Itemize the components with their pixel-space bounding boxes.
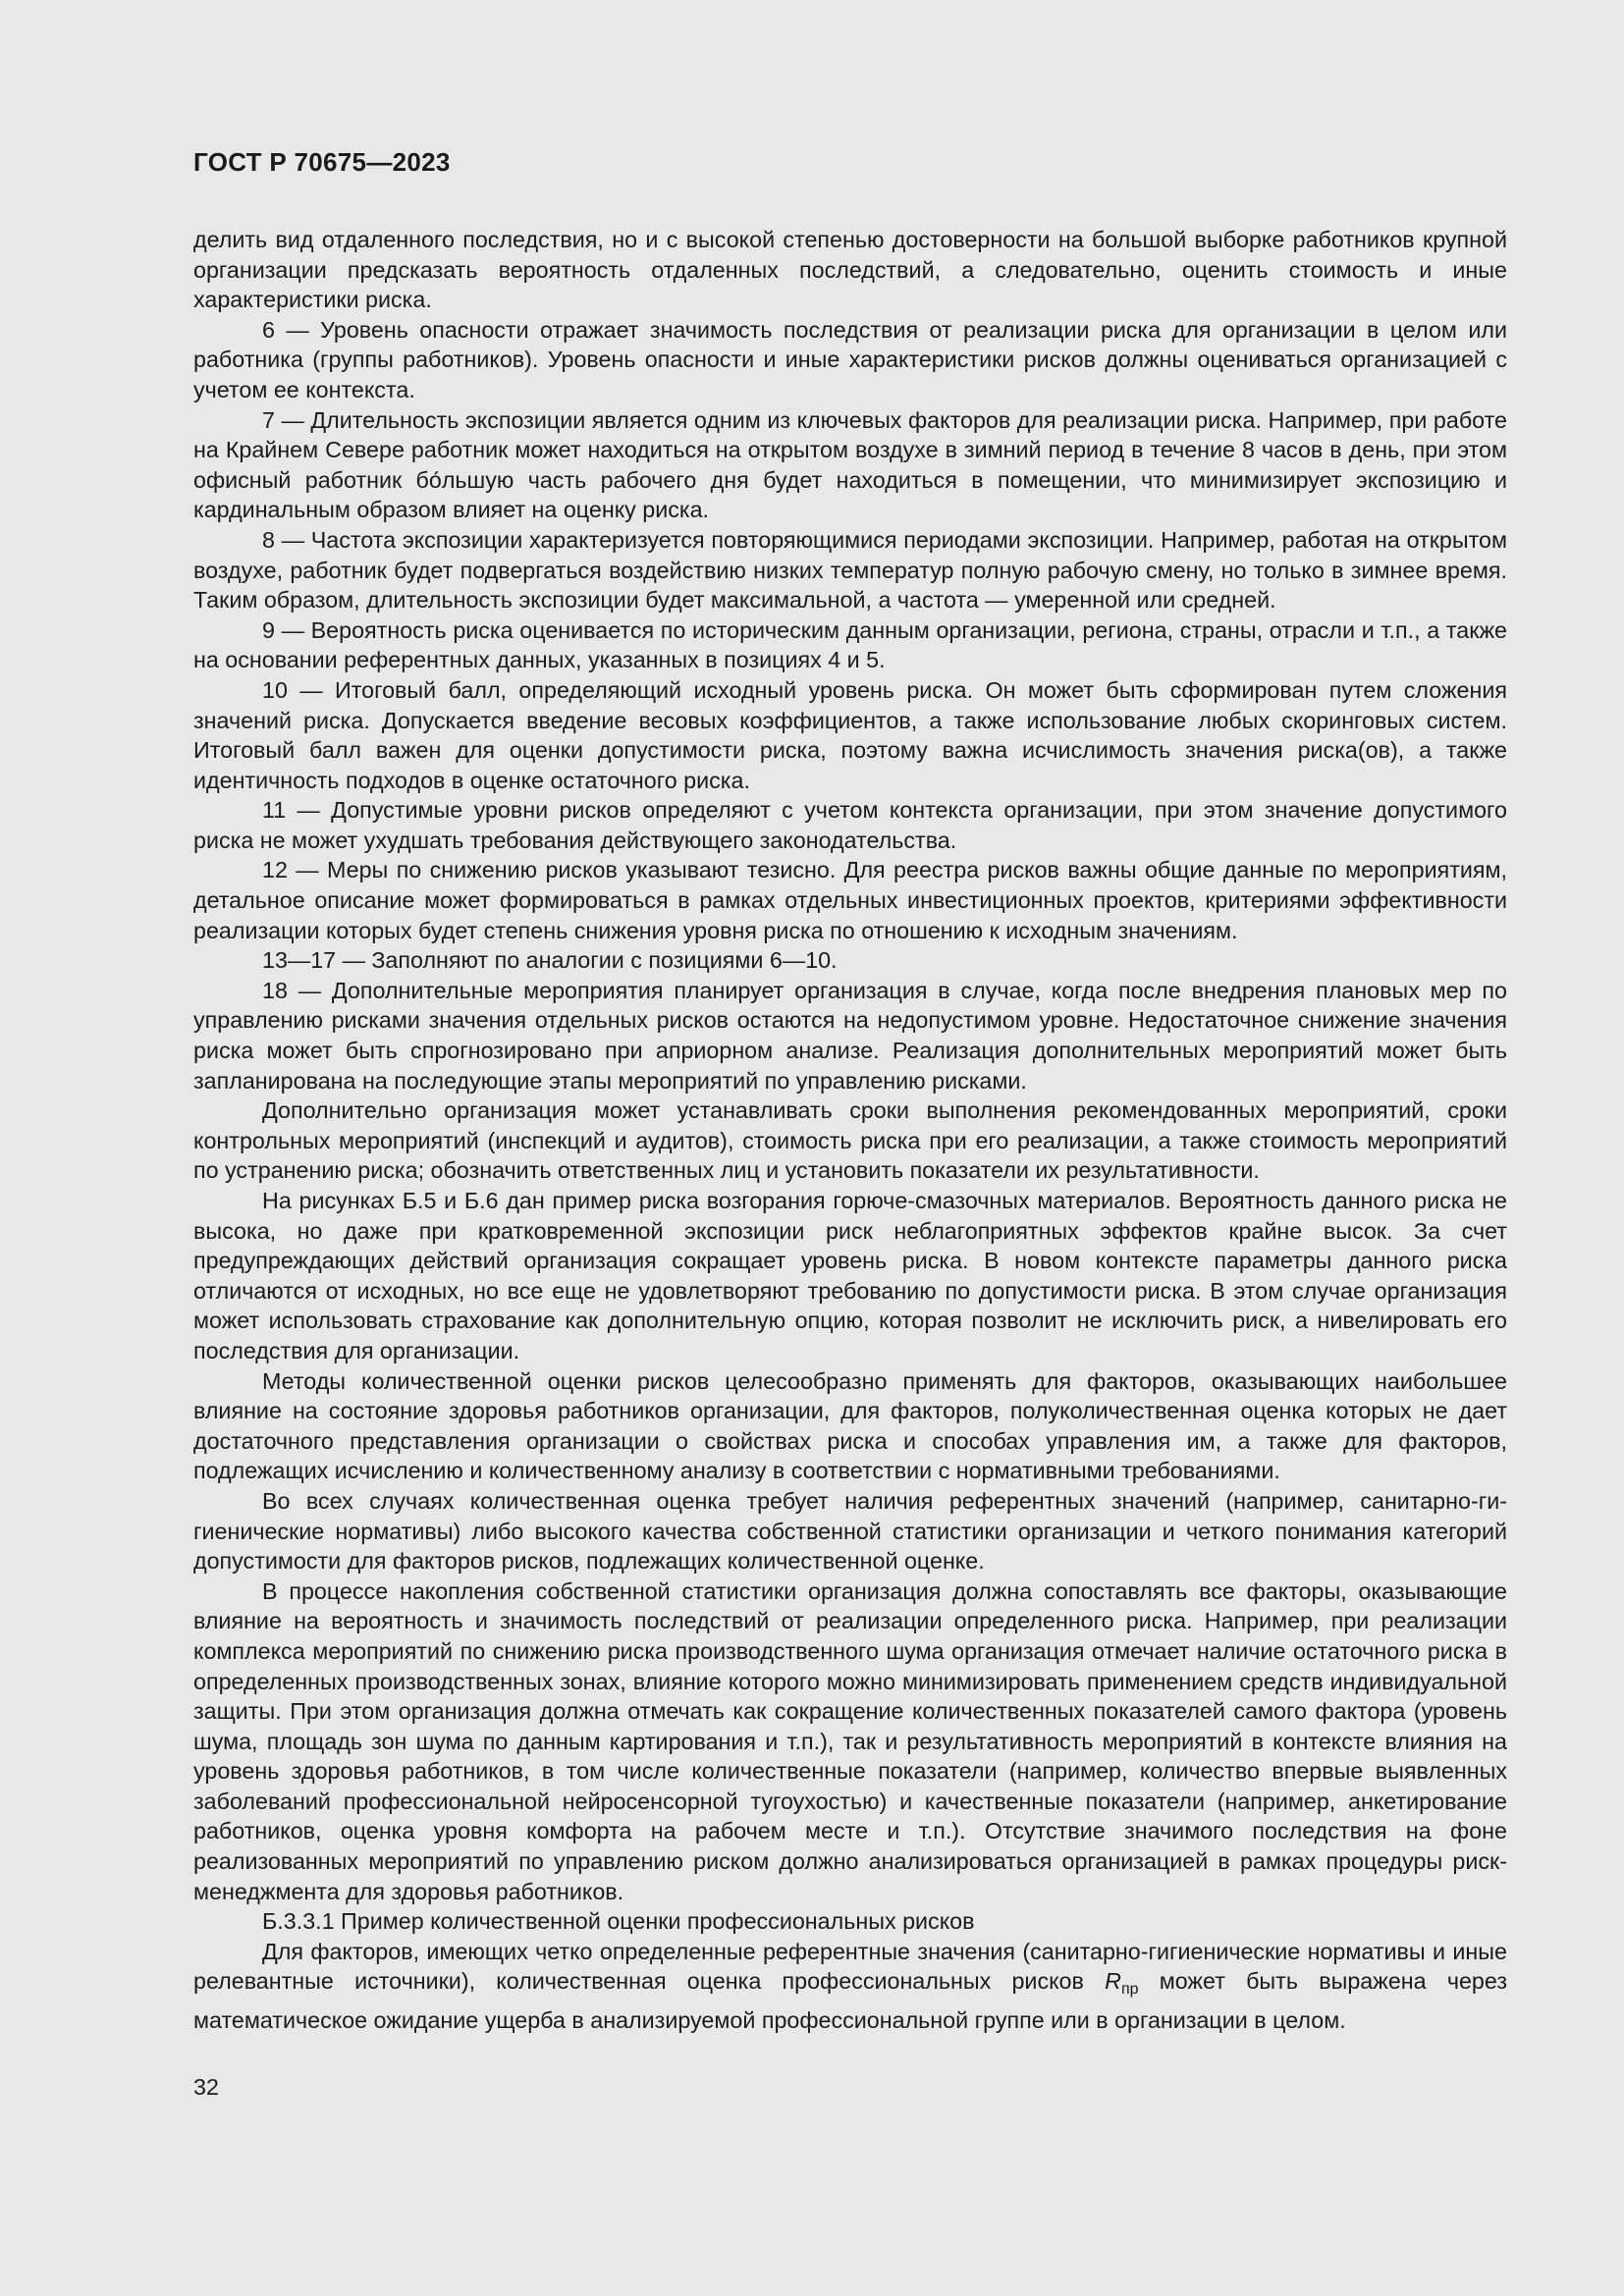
paragraph-quantitative-assessment: [193, 1937, 1507, 2036]
note-9: 9 — Вероятность риска оценивается по историческим данным организации, региона, страны, отрасли и т.п., а также на основании референтных данных, указанных в позициях 4 и 5.: [193, 616, 1507, 673]
paragraph-statistics: В процессе накопления собственной статистики организация должна сопоставлять все факторы, оказывающие влияние на вероятность и значимость последствий от реализации определенного риска. Например, при реализации комплекса мероприятий по снижению риска производственного шума организация отмечает наличие остаточного риска в определенных производственных зонах, влияние которого можно минимизировать применением средств индивидуальной защиты. При этом организация должна отмечать как сокращение количественных показателей самого фактора (уровень шума, площадь зон шума по данным картирования и т.п.), так и результативность мероприятий в контексте влияния на уровень здоровья работников, в том числе количественные показатели (например, количество впервые выявленных заболеваний профессиональной нейросенсорной тугоухостью) и качественные показатели (например, анкетирование работников, оценка уровня комфорта на рабочем месте и т.п.). Отсутствие значимого последствия на фоне реализованных мероприятий по управлению риском должно анализироваться организацией в рамках процедуры риск-менеджмента для здоровья работников.: [193, 1577, 1507, 1904]
page-number: 32: [193, 2074, 219, 2100]
note-7: 7 — Длительность экспозиции является одним из ключевых факторов для реализации риска. Например, при работе на Крайнем Севере работник может находиться на открытом воздухе в зимний период в течение 8 часов в день, при этом офисный работник бо́льшую часть рабочего дня будет находиться в помещении, что минимизирует экспозицию и кардинальным образом влияет на оценку риска.: [193, 406, 1507, 523]
paragraph-additional-deadlines: Дополнительно организация может устанавливать сроки выполнения рекомендованных мероприятий, сроки контрольных мероприятий (инспекций и аудитов), стоимость риска при его реализации, а также стоимость мероприятий по устранению риска; обозначить ответственных лиц и установить показатели их результативности.: [193, 1097, 1507, 1184]
note-8: 8 — Частота экспозиции характеризуется повторяющимися периодами экспозиции. Например, работая на открытом воздухе, работник будет подвергаться воздействию низких температур полную рабочую смену, но только в зимнее время. Таким образом, длительность экспозиции будет максимальной, а частота — умеренной или средней.: [193, 526, 1507, 614]
note-12: 12 — Меры по снижению рисков указывают тезисно. Для реестра рисков важны общие данные по мероприятиям, детальное описание может формироваться в рамках отдельных инвестиционных проектов, критериями эффективности реализации которых будет степень снижения уровня риска по отношению к исходным значениям.: [193, 857, 1507, 943]
paragraph-reference-values: Во всех случаях количественная оценка требует наличия референтных значений (например, санитарно-гигиенические нормативы) либо высокого качества собственной статистики организации и четкого понимания категорий допустимости для факторов рисков, подлежащих количественной оценке.: [193, 1487, 1507, 1575]
document-header: ГОСТ Р 70675—2023: [193, 147, 451, 177]
note-10: 10 — Итоговый балл, определяющий исходный уровень риска. Он может быть сформирован путем сложения значений риска. Допускается введение весовых коэффициентов, а также использование любых скоринговых систем. Итоговый балл важен для оценки допустимости риска, поэтому важна исчислимость значения риска(ов), а также идентичность подходов в оценке остаточного риска.: [193, 676, 1507, 793]
note-13-17: 13—17 — Заполняют по аналогии с позициями 6—10.: [262, 947, 838, 974]
paragraph-text-before: Для факторов, имеющих четко определенные референтные значения (санитарно-гигиенические нормативы и иные релевантные источники), количественная оценка профессиональных рисков: [193, 1938, 1507, 1995]
note-18: 18 — Дополнительные мероприятия планирует организация в случае, когда после внедрения плановых мер по управлению рисками значения отдельных рисков остаются на недопустимом уровне. Недостаточное снижение значения риска может быть спрогнозировано при априорном анализе. Реализация дополнительных мероприятий может быть запланирована на последующие этапы мероприятий по управлению рисками.: [193, 977, 1507, 1094]
note-6: 6 — Уровень опасности отражает значимость последствия от реализации риска для организации в целом или работника (группы работников). Уровень опасности и иные характеристики рисков должны оцениваться организацией с учетом ее контекста.: [193, 316, 1507, 402]
risk-symbol: R: [1105, 1968, 1121, 1995]
paragraph-text-after: может быть выражена через математическое ожидание ущерба в анализируемой профессиональной группе или в организации в целом.: [193, 1968, 1507, 2034]
body-text: [193, 225, 1507, 2036]
note-11: 11 — Допустимые уровни рисков определяют с учетом контекста организации, при этом значение допустимого риска не может ухудшать требования действующего законодательства.: [193, 797, 1507, 853]
paragraph-quantitative-methods: Методы количественной оценки рисков целесообразно применять для факторов, оказывающих наибольшее влияние на состояние здоровья работников организации, для факторов, полуколичественная оценка которых не дает достаточного представления организации о свойствах риска и способах управления им, а также для факторов, подлежащих исчислению и количественному анализу в соответствии с нормативными требованиями.: [193, 1367, 1507, 1484]
paragraph-continuation: делить вид отдаленного последствия, но и с высокой степенью достоверности на большой выборке работников крупной организации предсказать вероятность отдаленных последствий, а следовательно, оценить стоимость и иные характеристики риска.: [193, 227, 1507, 313]
section-heading-b3-3-1: Б.3.3.1 Пример количественной оценки профессиональных рисков: [262, 1908, 975, 1935]
risk-symbol-subscript: пр: [1120, 1981, 1139, 1999]
paragraph-figures-example: На рисунках Б.5 и Б.6 дан пример риска возгорания горюче-смазочных материалов. Вероятность данного риска не высока, но даже при кратковременной экспозиции риск неблагоприятных эффектов крайне высок. За счет предупреждающих действий организация сокращает уровень риска. В новом контексте параметры данного риска отличаются от исходных, но все еще не удовлетворяют требованию по допустимости риска. В этом случае организация может использовать страхование как дополнительную опцию, которая позволит не исключить риск, а нивелировать его последствия для организации.: [193, 1188, 1507, 1363]
